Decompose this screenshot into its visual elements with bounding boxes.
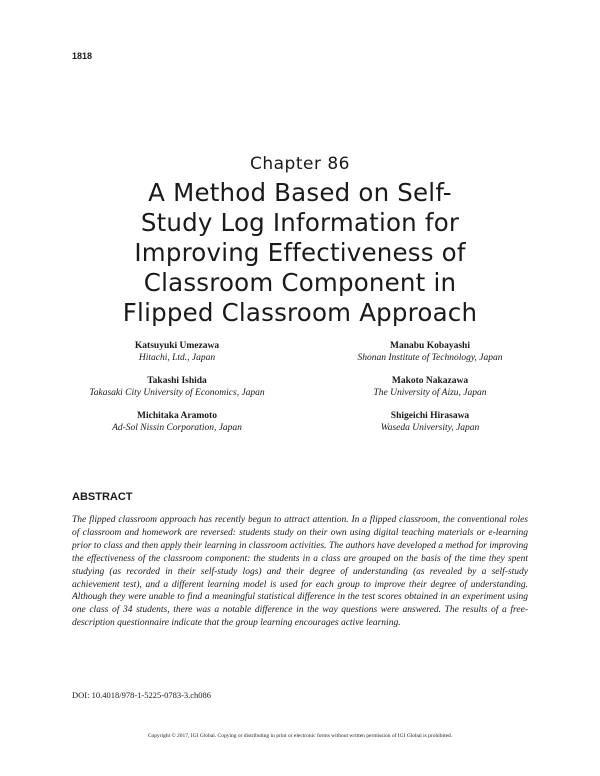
copyright-notice: Copyright © 2017, IGI Global. Copying or distributing in print or electronic forms without written permission of IGI Global is prohibited. <box>147 733 453 739</box>
author-name: Michitaka Aramoto <box>137 411 217 421</box>
author-name: Shigeichi Hirasawa <box>390 411 470 421</box>
author-affiliation: Hitachi, Ltd., Japan <box>138 353 216 363</box>
title-line: Study Log Information for <box>140 208 460 237</box>
author-name: Manabu Kobayashi <box>390 341 470 351</box>
author-block <box>52 375 302 399</box>
author-affiliation: The University of Aizu, Japan <box>373 388 487 398</box>
author-name: Takashi Ishida <box>147 376 207 386</box>
author-block <box>52 410 302 434</box>
abstract-text: The flipped classroom approach has recently begun to attract attention. In a flipped classroom, the conventional roles of classroom and homework are reversed: students study on their own using digital teaching materials or e-learning prior to class and then apply their learning in classroom activities. The authors have developed a method for improving the effectiveness of the classroom component: the students in a class are grouped on the basis of the time they spent studying (as recorded in their self-study logs) and their degree of understanding (as revealed by a self-study achievement test), and a different learning model is used for each group to improve their degree of understanding. Although they were unable to find a meaningful statistical difference in the test scores obtained in an experiment using one class of 34 students, there was a notable difference in the way questions were answered. The results of a free-description questionnaire indicate that the group learning encourages active learning. <box>72 515 528 629</box>
doi: DOI: 10.4018/978-1-5225-0783-3.ch086 <box>72 690 212 700</box>
author-affiliation: Ad-Sol Nissin Corporation, Japan <box>112 423 242 433</box>
chapter-label: Chapter 86 <box>249 154 350 174</box>
chapter-title <box>50 178 550 328</box>
author-name: Katsuyuki Umezawa <box>134 341 220 351</box>
author-block <box>305 340 555 364</box>
author-block <box>305 375 555 399</box>
author-affiliation: Shonan Institute of Technology, Japan <box>357 353 503 363</box>
page-number: 1818 <box>72 51 93 61</box>
title-line: A Method Based on Self- <box>148 178 452 207</box>
author-block <box>52 340 302 364</box>
author-block <box>305 410 555 434</box>
title-line: Flipped Classroom Approach <box>122 298 478 327</box>
author-affiliation: Takasaki City University of Economics, Japan <box>89 388 265 398</box>
title-line: Classroom Component in <box>143 268 457 297</box>
title-line: Improving Effectiveness of <box>134 238 466 267</box>
author-name: Makoto Nakazawa <box>391 376 469 386</box>
author-affiliation: Waseda University, Japan <box>380 423 480 433</box>
abstract-heading: ABSTRACT <box>72 491 133 503</box>
